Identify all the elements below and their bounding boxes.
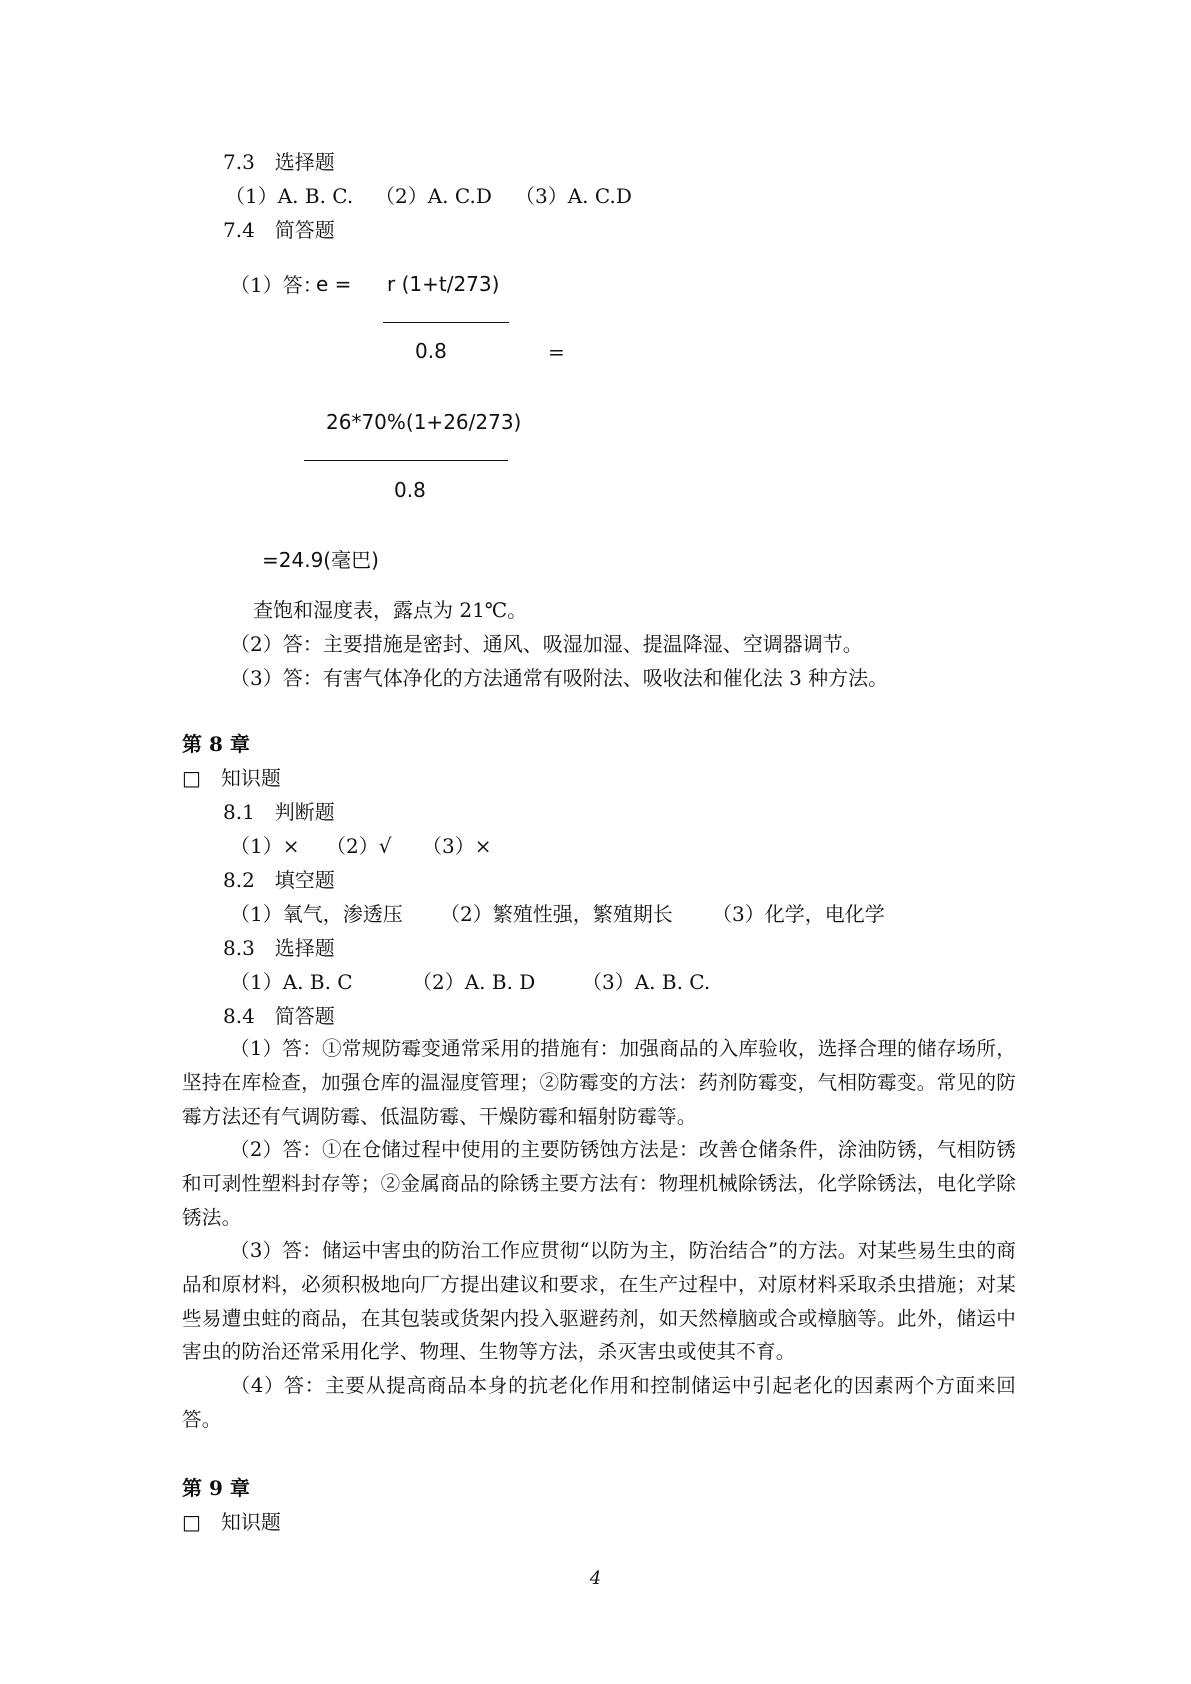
answer-item: （3）A. C.D xyxy=(515,184,632,208)
section-8-1-answers xyxy=(230,832,491,860)
section-8-2-title: 8.2 填空题 xyxy=(223,868,335,892)
formula-equals-sign: = xyxy=(548,340,565,364)
formula-numerator-1: r (1+t/273) xyxy=(387,272,500,296)
answer-1-label: （1）答： xyxy=(230,273,323,297)
chapter-9-knowledge-heading: □ 知识题 xyxy=(182,1510,281,1534)
answer-item: （1）A. B. C xyxy=(230,970,353,994)
formula-e-equals: e = xyxy=(316,272,352,296)
section-7-3-title: 7.3 选择题 xyxy=(223,150,335,174)
answer-item: （3）化学，电化学 xyxy=(712,902,885,926)
answer-item: （1）氧气，渗透压 xyxy=(230,902,403,926)
section-7-4-title: 7.4 简答题 xyxy=(223,218,335,242)
section-8-4-title: 8.4 简答题 xyxy=(223,1004,335,1028)
answer-item: （3）A. B. C. xyxy=(582,970,711,994)
answer-item: （2）A. C.D xyxy=(375,184,492,208)
answer-item: （3）× xyxy=(422,834,492,858)
formula-denominator-1: 0.8 xyxy=(415,339,447,363)
answer-paragraph-3: （3）答：储运中害虫的防治工作应贯彻“以防为主，防治结合”的方法。对某些易生虫的商品和原材料，必须积极地向厂方提出建议和要求，在生产过程中，对原材料采取杀虫措施；对某些易遭虫蛀的商品，在其包装或货架内投入驱避药剂，如天然樟脑或合或樟脑等。此外，储运中害虫的防治还常采用化学、物理、生物等方法，杀灭害虫或使其不育。 xyxy=(182,1239,1016,1364)
chapter-8-title: 第 8 章 xyxy=(182,732,250,756)
fraction-bar-2 xyxy=(304,460,508,461)
answer-paragraph-2: （2）答：①在仓储过程中使用的主要防锈蚀方法是：改善仓储条件，涂油防锈，气相防锈和可剥性塑料封存等；②金属商品的除锈主要方法有：物理机械除锈法，化学除锈法，电化学除锈法。 xyxy=(182,1138,1016,1229)
answer-1-note: 查饱和湿度表，露点为 21℃。 xyxy=(253,598,528,622)
answer-item: （1）× xyxy=(230,834,300,858)
answer-3: （3）答：有害气体净化的方法通常有吸附法、吸收法和催化法 3 种方法。 xyxy=(230,666,889,690)
answer-paragraph-4: （4）答：主要从提高商品本身的抗老化作用和控制储运中引起老化的因素两个方面来回答。 xyxy=(182,1374,1016,1431)
fraction-bar-1 xyxy=(383,322,509,323)
answer-paragraph-1: （1）答：①常规防霉变通常采用的措施有：加强商品的入库验收，选择合理的储存场所，坚持在库检查，加强仓库的温湿度管理；②防霉变的方法：药剂防霉变，气相防霉变。常见的防霉方法还有气调防霉、低温防霉、干燥防霉和辐射防霉等。 xyxy=(182,1037,1016,1128)
chapter-8-knowledge-heading: □ 知识题 xyxy=(182,766,281,790)
answer-item: （1）A. B. C. xyxy=(225,184,354,208)
answer-item: （2）A. B. D xyxy=(412,970,536,994)
section-7-3-answers xyxy=(225,182,632,210)
section-8-3-title: 8.3 选择题 xyxy=(223,936,335,960)
formula-denominator-2: 0.8 xyxy=(394,478,426,502)
answer-item: （2）繁殖性强，繁殖期长 xyxy=(440,902,673,926)
formula-result: =24.9(毫巴) xyxy=(262,548,379,572)
chapter-9-title: 第 9 章 xyxy=(182,1476,250,1500)
answer-2: （2）答：主要措施是密封、通风、吸湿加湿、提温降湿、空调器调节。 xyxy=(230,632,863,656)
answer-item: （2）√ xyxy=(326,834,392,858)
formula-numerator-2: 26*70%(1+26/273) xyxy=(326,410,522,434)
section-8-3-answers xyxy=(230,968,710,996)
page-number: 4 xyxy=(589,1568,602,1589)
section-8-2-answers xyxy=(230,900,885,928)
section-8-1-title: 8.1 判断题 xyxy=(223,800,335,824)
